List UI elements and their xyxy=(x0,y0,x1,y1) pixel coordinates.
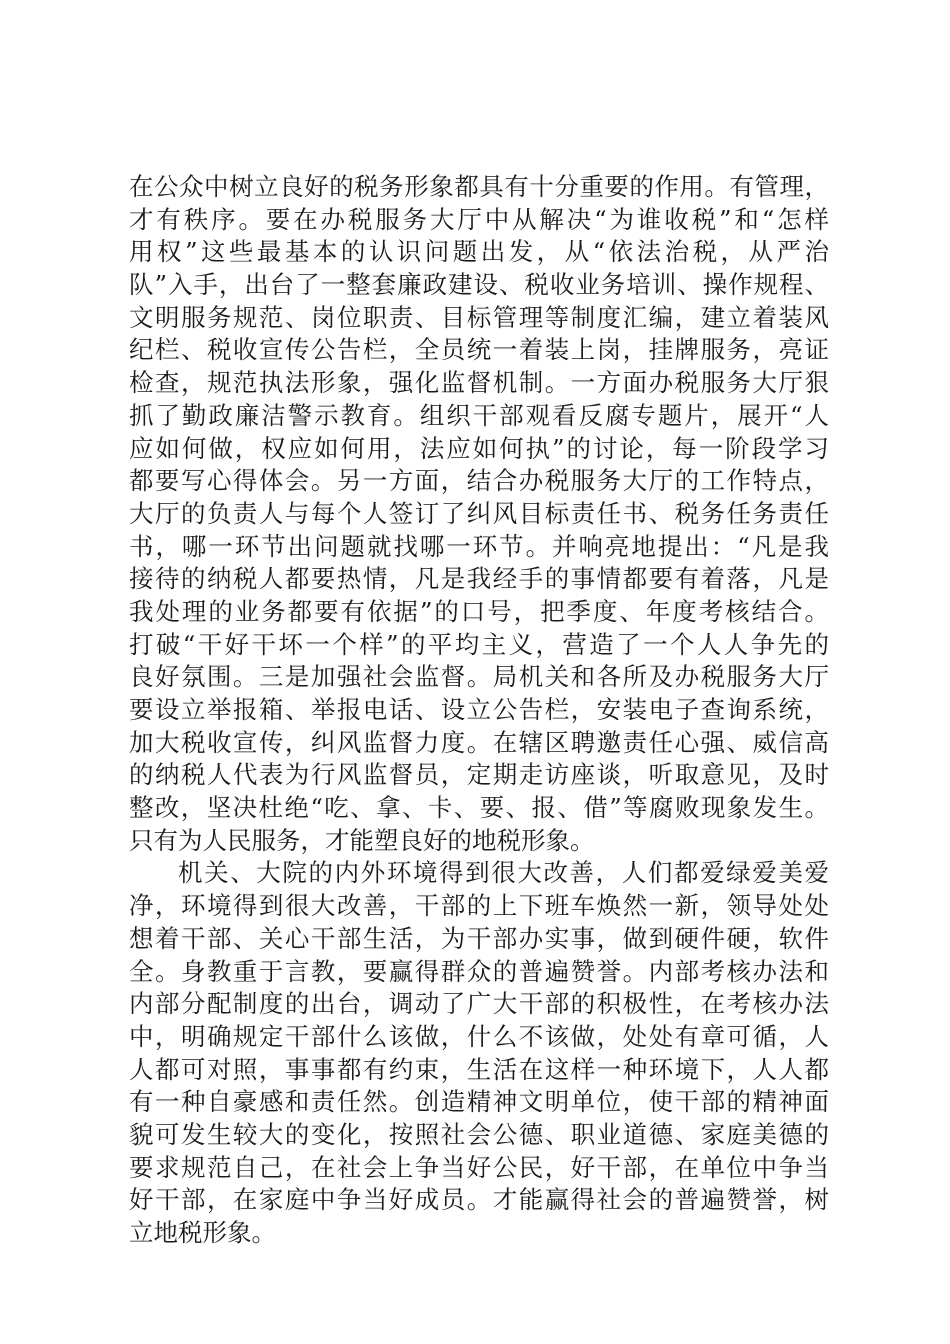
text-line: 貌可发生较大的变化，按照社会公德、职业道德、家庭美德的 xyxy=(129,1119,829,1149)
text-line: 都要写心得体会。另一方面，结合办税服务大厅的工作特点， xyxy=(129,466,829,496)
paragraph-2 xyxy=(129,857,829,1249)
text-line: 好干部，在家庭中争当好成员。才能赢得社会的普遍赞誉，树 xyxy=(129,1185,829,1215)
text-line: 立地税形象。 xyxy=(129,1218,276,1247)
text-line: 要设立举报箱、举报电话、设立公告栏，安装电子查询系统， xyxy=(129,695,829,724)
text-line: 良好氛围。三是加强社会监督。局机关和各所及办税服务大厅 xyxy=(129,662,829,692)
text-line: 才有秩序。要在办税服务大厅中从解决“为谁收税”和“怎样 xyxy=(129,204,829,234)
text-line: 只有为人民服务，才能塑良好的地税形象。 xyxy=(129,825,595,855)
text-line: 机关、大院的内外环境得到很大改善，人们都爱绿爱美爱 xyxy=(178,858,829,888)
text-line: 全。身教重于言教，要赢得群众的普遍赞誉。内部考核办法和 xyxy=(129,956,829,986)
text-line: 的纳税人代表为行风监督员，定期走访座谈，听取意见，及时 xyxy=(129,760,829,790)
text-line: 加大税收宣传，纠风监督力度。在辖区聘邀责任心强、威信高 xyxy=(129,727,829,757)
text-line: 检查，规范执法形象，强化监督机制。一方面办税服务大厅狠 xyxy=(129,368,829,398)
body-text xyxy=(129,171,829,1250)
text-line: 抓了勤政廉洁警示教育。组织干部观看反腐专题片，展开“人 xyxy=(129,400,829,430)
text-line: 我处理的业务都要有依据”的口号，把季度、年度考核结合。 xyxy=(129,596,829,626)
text-line: 内部分配制度的出台，调动了广大干部的积极性，在考核办法 xyxy=(129,989,829,1019)
text-line: 书，哪一环节出问题就找哪一环节。并响亮地提出：“凡是我 xyxy=(129,531,829,561)
text-line: 文明服务规范、岗位职责、目标管理等制度汇编，建立着装风 xyxy=(129,302,829,332)
text-line: 队”入手，出台了一整套廉政建设、税收业务培训、操作规程、 xyxy=(129,270,829,300)
text-line: 大厅的负责人与每个人签订了纠风目标责任书、税务任务责任 xyxy=(129,498,829,528)
text-line: 有一种自豪感和责任然。创造精神文明单位，使干部的精神面 xyxy=(129,1087,829,1117)
text-line: 整改，坚决杜绝“吃、拿、卡、要、报、借”等腐败现象发生。 xyxy=(129,793,829,823)
text-line: 中，明确规定干部什么该做，什么不该做，处处有章可循，人 xyxy=(129,1021,829,1051)
text-line: 用权”这些最基本的认识问题出发，从“依法治税，从严治 xyxy=(129,237,829,267)
text-line: 打破“干好干坏一个样”的平均主义，营造了一个人人争先的 xyxy=(129,629,829,659)
text-line: 要求规范自己，在社会上争当好公民，好干部，在单位中争当 xyxy=(129,1152,829,1182)
paragraph-1 xyxy=(129,171,829,857)
text-line: 应如何做，权应如何用，法应如何执”的讨论，每一阶段学习 xyxy=(129,433,829,463)
text-line: 纪栏、税收宣传公告栏，全员统一着装上岗，挂牌服务，亮证 xyxy=(129,335,829,365)
text-line: 接待的纳税人都要热情，凡是我经手的事情都要有着落，凡是 xyxy=(129,564,829,594)
text-line: 在公众中树立良好的税务形象都具有十分重要的作用。有管理， xyxy=(129,172,829,201)
text-line: 想着干部、关心干部生活，为干部办实事，做到硬件硬，软件 xyxy=(129,923,829,953)
text-line: 人都可对照，事事都有约束，生活在这样一种环境下，人人都 xyxy=(129,1054,829,1084)
text-line: 净，环境得到很大改善，干部的上下班车焕然一新，领导处处 xyxy=(129,891,829,921)
